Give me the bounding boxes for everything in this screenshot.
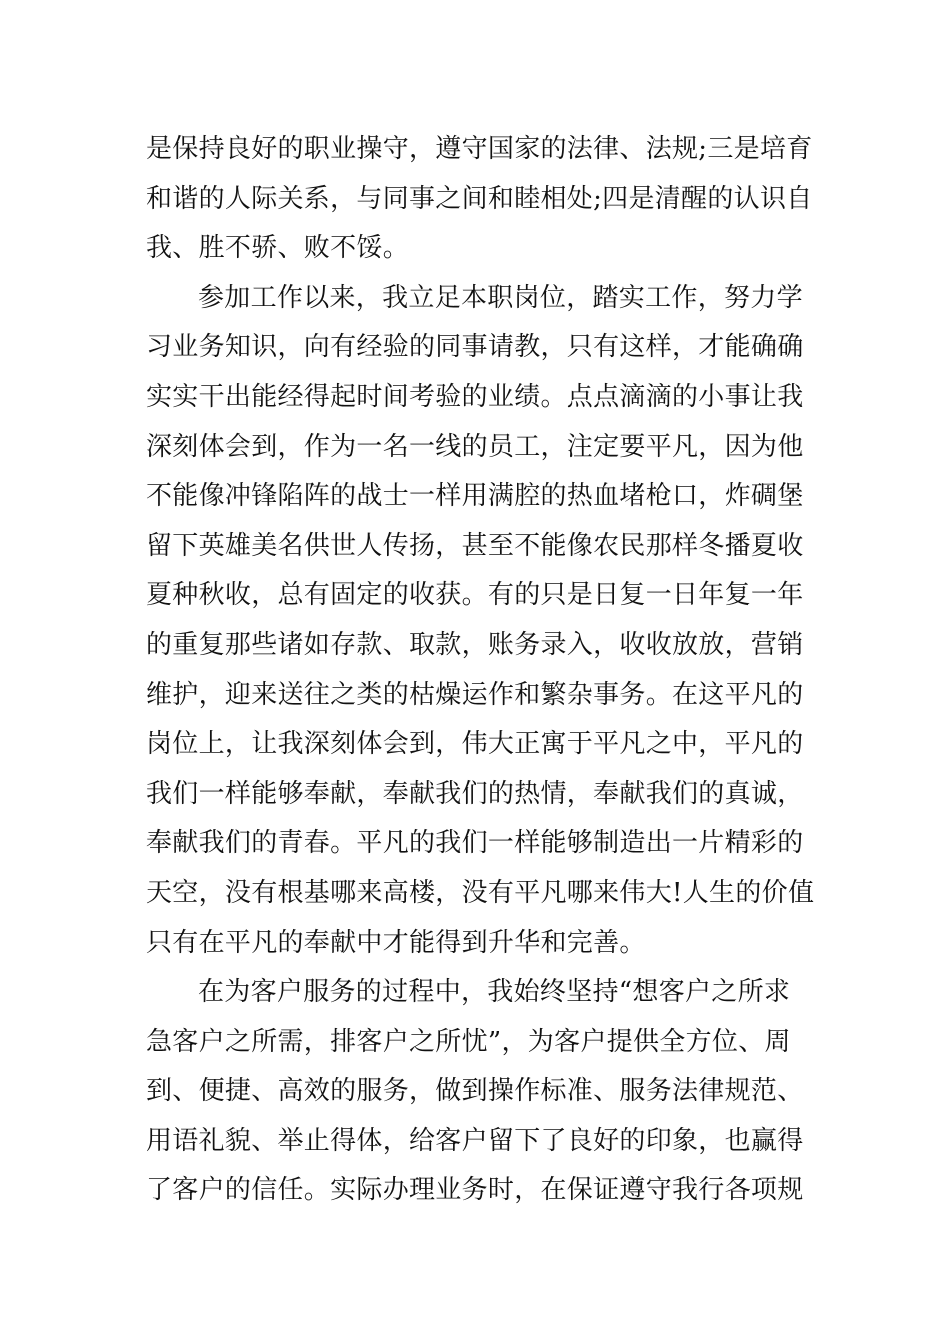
text-line: 实实干出能经得起时间考验的业绩。点点滴滴的小事让我 bbox=[146, 381, 804, 412]
text-line: 留下英雄美名供世人传扬，甚至不能像农民那样冬播夏收 bbox=[146, 530, 804, 561]
text-line: 了客户的信任。实际办理业务时，在保证遵守我行各项规 bbox=[146, 1175, 804, 1206]
text-line: 用语礼貌、举止得体，给客户留下了良好的印象，也赢得 bbox=[146, 1125, 804, 1156]
text-line: 天空，没有根基哪来高楼，没有平凡哪来伟大!人生的价值 bbox=[146, 877, 815, 908]
text-line: 我们一样能够奉献，奉献我们的热情，奉献我们的真诚， bbox=[146, 778, 804, 809]
paragraph-first-line: 参加工作以来，我立足本职岗位，踏实工作，努力学 bbox=[198, 282, 803, 313]
text-line: 的重复那些诸如存款、取款，账务录入，收收放放，营销 bbox=[146, 629, 804, 660]
text-line: 只有在平凡的奉献中才能得到升华和完善。 bbox=[146, 927, 646, 958]
text-line: 奉献我们的青春。平凡的我们一样能够制造出一片精彩的 bbox=[146, 828, 804, 859]
document-body bbox=[146, 125, 816, 1216]
text-line: 是保持良好的职业操守，遵守国家的法律、法规;三是培育 bbox=[146, 134, 813, 164]
text-line: 到、便捷、高效的服务，做到操作标准、服务法律规范、 bbox=[146, 1076, 804, 1107]
text-line: 急客户之所需，排客户之所忧”，为客户提供全方位、周 bbox=[146, 1026, 791, 1057]
text-line: 习业务知识，向有经验的同事请教，只有这样，才能确确 bbox=[146, 332, 804, 363]
text-line: 深刻体会到，作为一名一线的员工，注定要平凡，因为他 bbox=[146, 431, 804, 462]
text-line: 夏种秋收，总有固定的收获。有的只是日复一日年复一年 bbox=[146, 580, 804, 611]
text-line: 维护，迎来送往之类的枯燥运作和繁杂事务。在这平凡的 bbox=[146, 679, 804, 710]
text-line: 我、胜不骄、败不馁。 bbox=[146, 233, 410, 264]
text-line: 岗位上，让我深刻体会到，伟大正寓于平凡之中，平凡的 bbox=[146, 729, 804, 760]
text-line: 和谐的人际关系，与同事之间和睦相处;四是清醒的认识自 bbox=[146, 183, 813, 214]
text-line: 不能像冲锋陷阵的战士一样用满腔的热血堵枪口，炸碉堡 bbox=[146, 481, 804, 512]
paragraph-first-line: 在为客户服务的过程中，我始终坚持“想客户之所求 bbox=[198, 977, 791, 1008]
